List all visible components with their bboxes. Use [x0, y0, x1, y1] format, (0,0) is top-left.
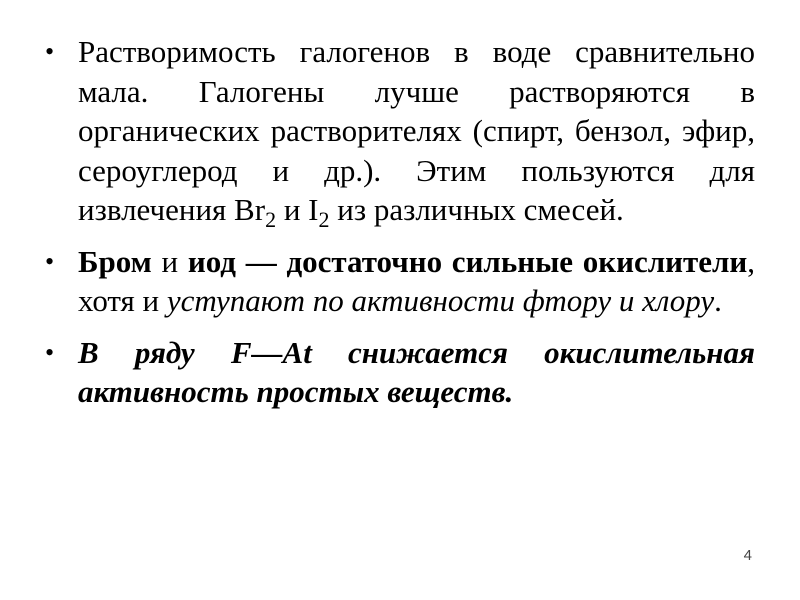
page-number: 4	[743, 547, 752, 564]
bold-text: Бром	[78, 243, 152, 279]
bullet-text: , хотя и	[78, 243, 756, 318]
bullet-text: из различных смесей.	[329, 192, 624, 227]
bullet-text: и I	[276, 192, 319, 227]
bullet-marker: •	[45, 37, 55, 66]
subscript: 2	[265, 207, 277, 232]
bold-italic-text: В ряду F—At снижается окислительная активность простых веществ.	[78, 334, 755, 409]
bullet-item-trend	[40, 333, 755, 412]
bold-text: иод — достаточно сильные окислители	[187, 243, 748, 279]
bullet-text: Растворимость галогенов в воде сравнительно мала. Галогены лучше растворяются в органических растворителях (спирт, бензол, эфир, сероуглерод и др.). Этим пользуются для извлечения Br	[78, 34, 755, 227]
subscript: 2	[318, 207, 330, 232]
italic-text: уступают по активности фтору и хлору	[166, 283, 715, 318]
bullet-marker: •	[45, 337, 55, 367]
bullet-text: .	[714, 283, 722, 318]
bullet-marker: •	[45, 246, 55, 276]
bullet-item-solubility	[40, 32, 755, 230]
bullet-text: и	[151, 243, 188, 279]
bullet-item-oxidizers	[40, 242, 755, 321]
bullet-list	[40, 32, 755, 424]
